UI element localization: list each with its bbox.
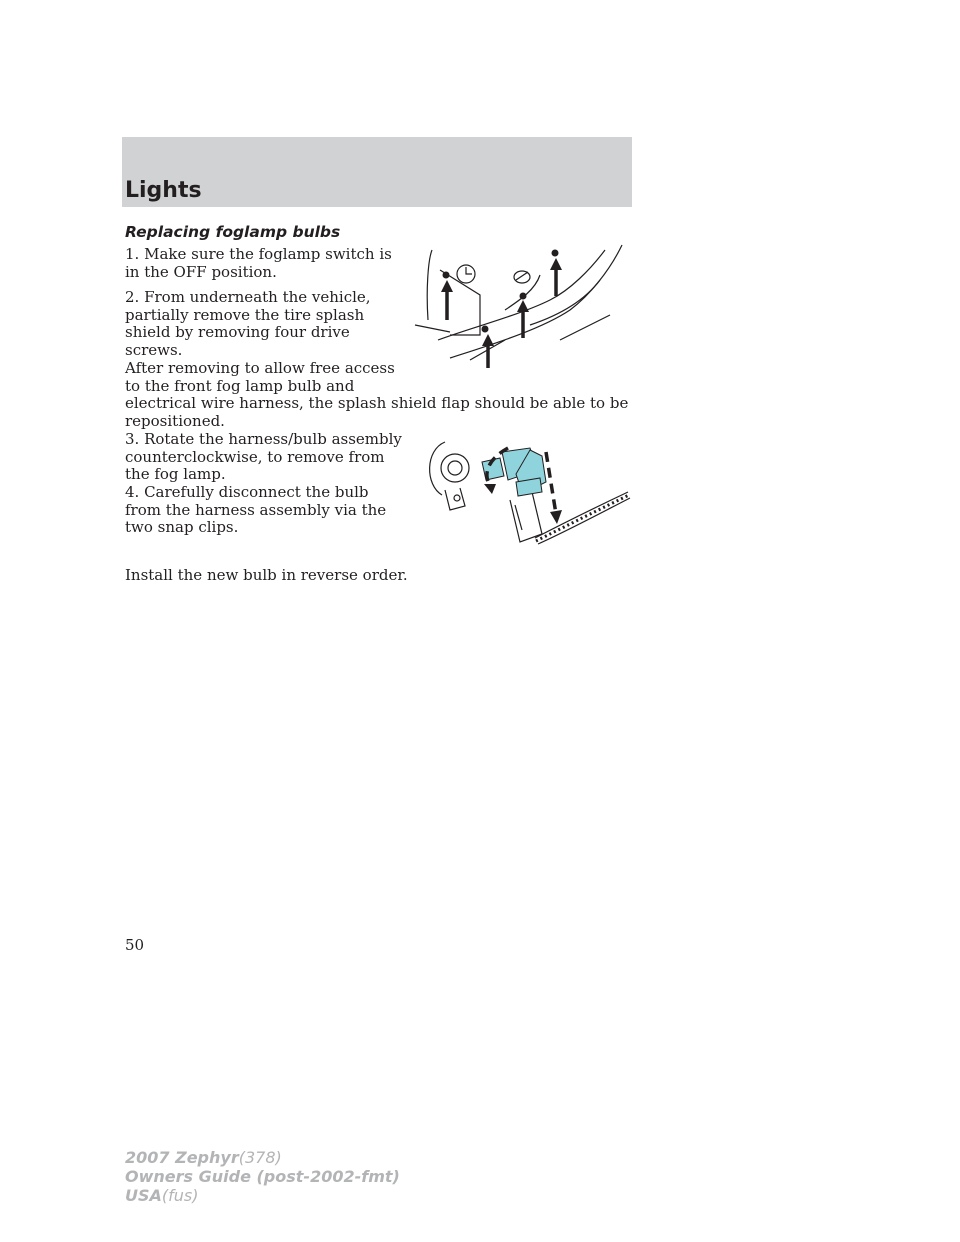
footer-market: USA xyxy=(125,1186,162,1205)
footer-line-1 xyxy=(125,1148,400,1167)
note-paragraph: After removing to allow free access to the front fog lamp bulb and electrical wire harness, the splash shield flap should be able to be repositioned. xyxy=(125,359,629,430)
fog-lamp-bulb-harness-diagram xyxy=(420,430,632,555)
step-2: 2. From underneath the vehicle, partially remove the tire splash shield by removing four drive screws. xyxy=(125,288,371,359)
splash-shield-screws-diagram xyxy=(410,240,632,370)
step-3: 3. Rotate the harness/bulb assembly counterclockwise, to remove from the fog lamp. xyxy=(125,430,402,483)
step-1: 1. Make sure the foglamp switch is in the OFF position. xyxy=(125,245,392,281)
footer-guide: Owners Guide (post-2002-fmt) xyxy=(125,1167,400,1186)
closing-instruction: Install the new bulb in reverse order. xyxy=(125,566,408,584)
footer-model: 2007 Zephyr xyxy=(125,1148,239,1167)
footer-line-2 xyxy=(125,1167,400,1186)
step-4: 4. Carefully disconnect the bulb from the harness assembly via the two snap clips. xyxy=(125,483,387,536)
footer-market-code: (fus) xyxy=(161,1186,199,1205)
footer-model-code: (378) xyxy=(238,1148,282,1167)
footer xyxy=(125,1148,400,1205)
subheading: Replacing foglamp bulbs xyxy=(125,223,341,241)
page-number: 50 xyxy=(125,936,145,954)
section-title: Lights xyxy=(125,178,202,203)
footer-line-3 xyxy=(125,1186,400,1205)
